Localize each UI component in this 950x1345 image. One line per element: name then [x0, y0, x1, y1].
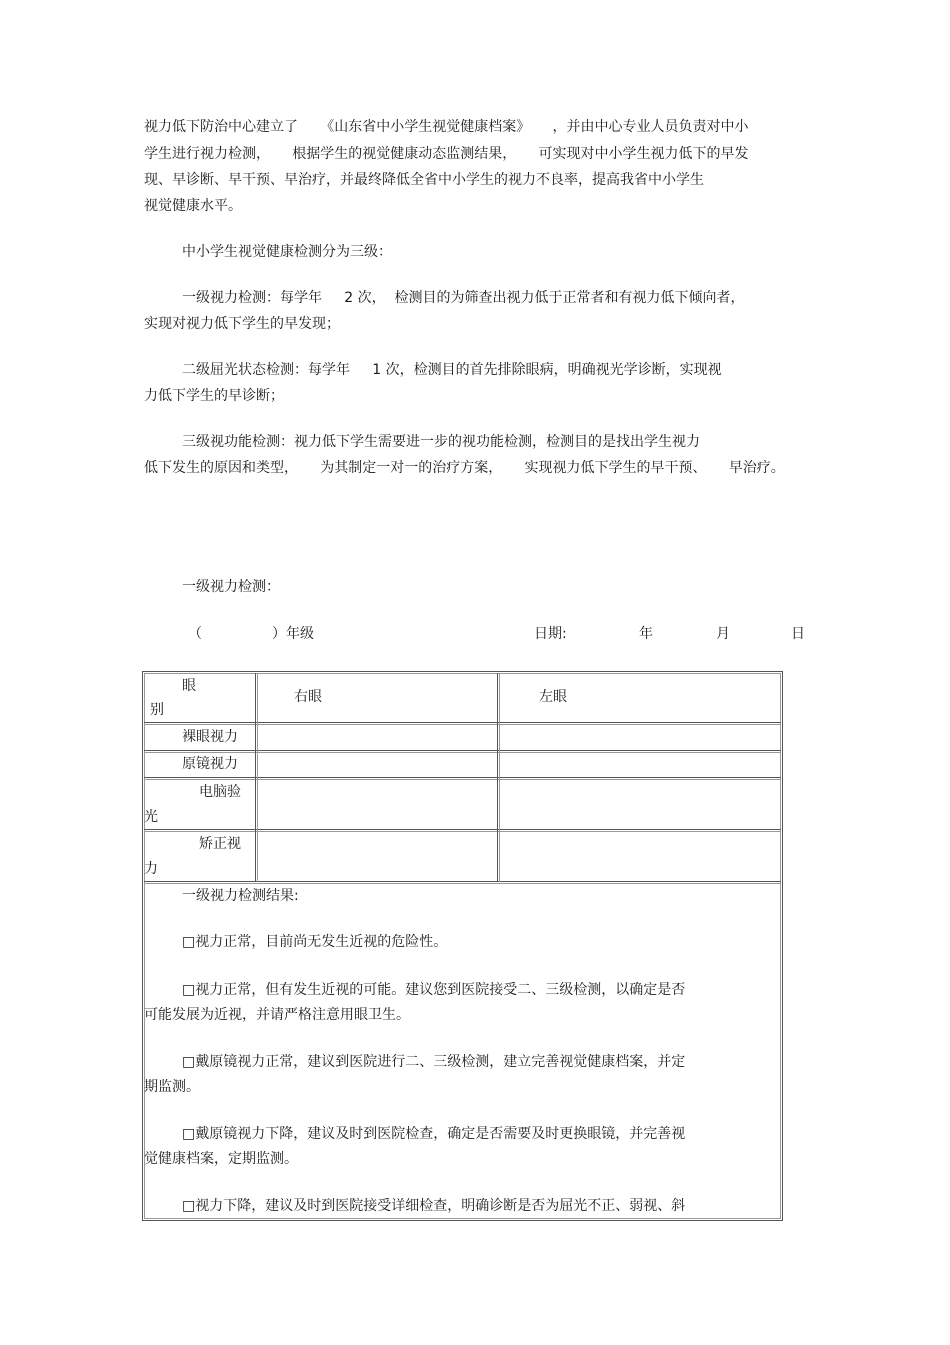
- level3-line-1: 三级视功能检测：视力低下学生需要进一步的视功能检测，检测目的是找出学生视力: [182, 434, 700, 450]
- table-rule: [144, 829, 781, 830]
- date-month: 月: [716, 626, 730, 642]
- table-col-rule: [255, 673, 256, 882]
- result-option-2-line-2: 可能发展为近视，并请严格注意用眼卫生。: [144, 1007, 410, 1023]
- level2-line-1: 二级屈光状态检测：每学年 1 次，检测目的首先排除眼病，明确视光学诊断，实现视: [182, 362, 722, 378]
- date-label: 日期:: [534, 626, 567, 642]
- row-label-naked-vision: 裸眼视力: [182, 729, 238, 745]
- level2-line-2: 力低下学生的早诊断；: [144, 388, 284, 404]
- form-title: 一级视力检测：: [182, 579, 280, 595]
- intro-line-1: 视力低下防治中心建立了 《山东省中小学生视觉健康档案》 ，并由中心专业人员负责对中小: [144, 119, 749, 135]
- result-option-5-line-1[interactable]: □视力下降，建议及时到医院接受详细检查，明确诊断是否为屈光不正、弱视、斜: [182, 1198, 686, 1214]
- row-label-corrected-b: 力: [144, 861, 158, 877]
- grade-label: ）年级: [272, 626, 314, 642]
- result-option-3-line-1[interactable]: □戴原镜视力正常，建议到医院进行二、三级检测，建立完善视觉健康档案，并定: [182, 1054, 686, 1070]
- table-rule: [144, 777, 781, 778]
- grade-open-paren: （: [188, 626, 202, 642]
- table-col-rule: [497, 673, 498, 882]
- row-label-computer-refraction-a: 电脑验: [199, 784, 241, 800]
- levels-heading: 中小学生视觉健康检测分为三级：: [182, 244, 392, 260]
- result-option-4-line-1[interactable]: □戴原镜视力下降，建议及时到医院检查，确定是否需要及时更换眼镜，并完善视: [182, 1126, 686, 1142]
- table-rule: [144, 722, 781, 723]
- date-day: 日: [791, 626, 805, 642]
- intro-line-3: 现、早诊断、早干预、早治疗，并最终降低全省中小学生的视力不良率，提高我省中小学生: [144, 172, 704, 188]
- result-option-1[interactable]: □视力正常，目前尚无发生近视的危险性。: [182, 934, 448, 950]
- left-eye-naked-cell[interactable]: [500, 725, 780, 749]
- date-year: 年: [639, 626, 653, 642]
- left-eye-original-cell[interactable]: [500, 753, 780, 776]
- header-eye-top: 眼: [182, 678, 196, 694]
- row-label-computer-refraction-b: 光: [144, 809, 158, 825]
- intro-line-2: 学生进行视力检测， 根据学生的视觉健康动态监测结果， 可实现对中小学生视力低下的早发: [144, 146, 749, 162]
- row-label-original-glasses: 原镜视力: [182, 756, 238, 772]
- header-left-eye: 左眼: [539, 689, 567, 705]
- result-option-4-line-2: 觉健康档案，定期监测。: [144, 1151, 298, 1167]
- table-rule: [144, 881, 781, 882]
- level1-line-1: 一级视力检测：每学年 2 次， 检测目的为筛查出视力低于正常者和有视力低下倾向者，: [182, 290, 745, 306]
- result-option-2-line-1[interactable]: □视力正常，但有发生近视的可能。建议您到医院接受二、三级检测，以确定是否: [182, 982, 686, 998]
- header-eye-bottom: 别: [150, 702, 164, 718]
- level3-line-2: 低下发生的原因和类型， 为其制定一对一的治疗方案， 实现视力低下学生的早干预、 早治疗。: [144, 460, 785, 476]
- right-eye-computer-cell[interactable]: [258, 780, 496, 828]
- row-label-corrected-a: 矫正视: [199, 836, 241, 852]
- result-option-3-line-2: 期监测。: [144, 1079, 200, 1095]
- left-eye-computer-cell[interactable]: [500, 780, 780, 828]
- header-right-eye: 右眼: [294, 689, 322, 705]
- results-heading: 一级视力检测结果:: [182, 888, 299, 904]
- level1-line-2: 实现对视力低下学生的早发现；: [144, 316, 340, 332]
- right-eye-original-cell[interactable]: [258, 753, 496, 776]
- table-rule: [144, 883, 781, 884]
- intro-line-4: 视觉健康水平。: [144, 198, 242, 214]
- table-rule: [144, 750, 781, 751]
- right-eye-naked-cell[interactable]: [258, 725, 496, 749]
- left-eye-corrected-cell[interactable]: [500, 832, 780, 880]
- right-eye-corrected-cell[interactable]: [258, 832, 496, 880]
